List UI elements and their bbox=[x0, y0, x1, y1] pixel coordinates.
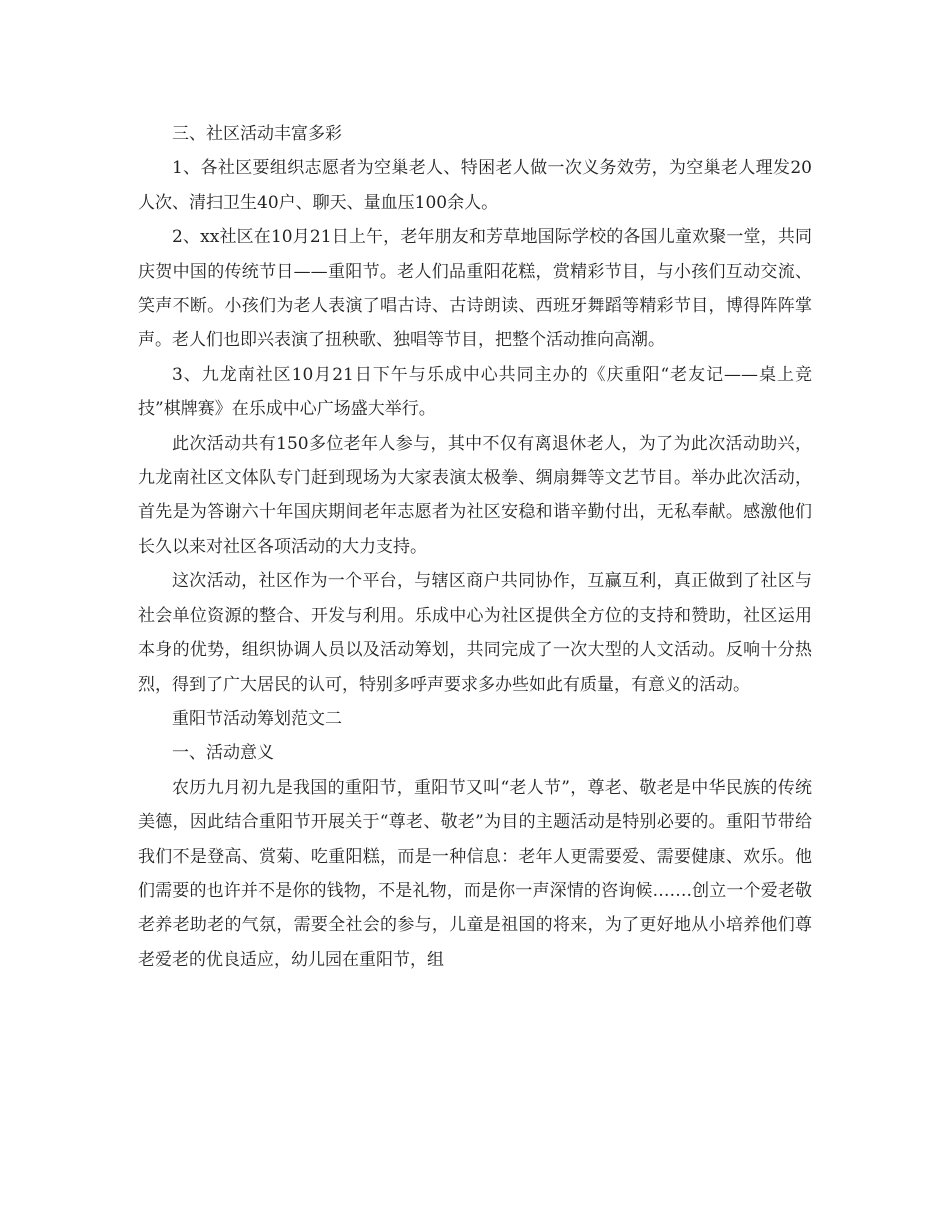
paragraph-xx-community-event: 2、xx社区在10月21日上午，老年朋友和芳草地国际学校的各国儿童欢聚一堂，共同庆贺中国的传统节日——重阳节。老人们品重阳花糕，赏精彩节目，与小孩们互动交流、笑声不断。小孩们为老人表演了唱古诗、古诗朗读、西班牙舞蹈等精彩节目，博得阵阵掌声。老人们也即兴表演了扭秧歌、独唱等节目，把整个活动推向高潮。 bbox=[138, 227, 812, 351]
paragraph-volunteer-service: 1、各社区要组织志愿者为空巢老人、特困老人做一次义务效劳，为空巢老人理发20人次、清扫卫生40户、聊天、量血压100余人。 bbox=[138, 158, 812, 213]
section-heading-community-activities: 三、社区活动丰富多彩 bbox=[172, 124, 342, 144]
paragraph-participants: 此次活动共有150多位老年人参与，其中不仅有离退休老人，为了为此次活动助兴，九龙南社区文体队专门赶到现场为大家表演太极拳、绸扇舞等文艺节目。举办此次活动，首先是为答谢六十年国庆期间老年志愿者为社区安稳和谐辛勤付出，无私奉献。感激他们长久以来对社区各项活动的大力支持。 bbox=[138, 433, 812, 557]
document-body bbox=[138, 117, 812, 977]
paragraph-double-ninth-meaning: 农历九月初九是我国的重阳节，重阳节又叫“老人节”，尊老、敬老是中华民族的传统美德，因此结合重阳节开展关于“尊老、敬老”为目的主题活动是特别必要的。重阳节带给我们不是登高、赏菊、吃重阳糕，而是一种信息：老年人更需要爱、需要健康、欢乐。他们需要的也许并不是你的钱物，不是礼物，而是你一声深情的咨询候…….创立一个爱老敬老养老助老的气氛，需要全社会的参与，儿童是祖国的将来，为了更好地从小培养他们尊老爱老的优良适应，幼儿园在重阳节，组 bbox=[138, 777, 812, 970]
heading-activity-meaning: 一、活动意义 bbox=[172, 743, 274, 764]
heading-sample-two: 重阳节活动筹划范文二 bbox=[172, 708, 342, 729]
paragraph-community-platform: 这次活动，社区作为一个平台，与辖区商户共同协作，互赢互利，真正做到了社区与社会单位资源的整合、开发与利用。乐成中心为社区提供全方位的支持和赞助，社区运用本身的优势，组织协调人员以及活动筹划，共同完成了一次大型的人文活动。反响十分热烈，得到了广大居民的认可，特别多呼声要求多办些如此有质量，有意义的活动。 bbox=[138, 571, 812, 695]
paragraph-jiulongnan-chess-event: 3、九龙南社区10月21日下午与乐成中心共同主办的《庆重阳“老友记——桌上竞技”棋牌赛》在乐成中心广场盛大举行。 bbox=[138, 364, 812, 420]
